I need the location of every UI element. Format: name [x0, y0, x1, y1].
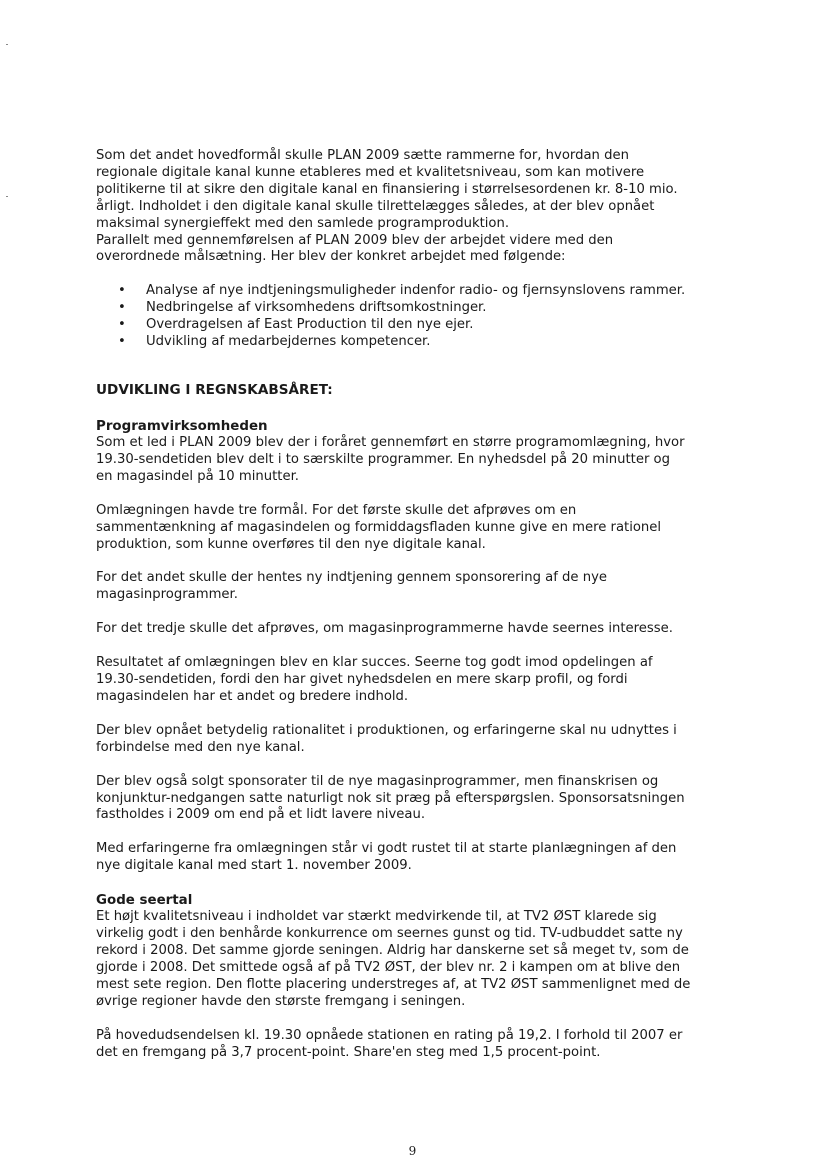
section-heading: UDVIKLING I REGNSKABSÅRET: [96, 381, 333, 398]
paragraph: Der blev også solgt sponsorater til de nye magasinprogrammer, men finanskrisen og konjunktur-nedgangen satte naturligt nok sit præg på efterspørgslen. Sponsorsatsningen fastholdes i 2009 om end på et lidt lavere niveau. [96, 773, 685, 823]
spacer [96, 638, 736, 655]
bullet-icon: • [118, 283, 126, 299]
paragraph: Resultatet af omlægningen blev en klar succes. Seerne tog godt imod opdelingen af 19.30-sendetiden, fordi den har givet nyhedsdelen en mere skarp profil, og fordi magasindelen har et andet og bredere indhold. [96, 655, 653, 704]
spacer [96, 875, 736, 892]
intro-paragraph: Som det andet hovedformål skulle PLAN 2009 sætte rammerne for, hvordan den regionale digitale kanal kunne etableres med et kvalitetsniveau, som kan motivere politikerne til at sikre den digitale kanal en finansiering i størrelsesordenen kr. 8-10 mio. årligt. Indholdet i den digitale kanal skulle tilrettelægges således, at der blev opnået maksimal synergieffekt med den samlede programproduktion. Parallelt med gennemførelsen af PLAN 2009 blev der arbejdet videre med den overordnede målsætning. Her blev der konkret arbejdet med følgende: [96, 148, 678, 265]
scan-margin-mark [6, 196, 8, 197]
spacer [96, 553, 736, 570]
spacer [96, 486, 736, 503]
spacer [96, 706, 736, 723]
list-item-text: Udvikling af medarbejdernes kompetencer. [146, 334, 431, 350]
scan-margin-mark [6, 44, 8, 45]
paragraph: Med erfaringerne fra omlægningen står vi godt rustet til at starte planlægningen af den nye digitale kanal med start 1. november 2009. [96, 841, 677, 874]
list-item-text: Nedbringelse af virksomhedens driftsomkostninger. [146, 300, 487, 316]
spacer [96, 757, 736, 774]
document-page [96, 148, 736, 1061]
spacer [96, 266, 736, 283]
bullet-icon: • [118, 317, 126, 333]
list-item-text: Overdragelsen af East Production til den nye ejer. [146, 317, 474, 333]
task-list [96, 283, 736, 351]
spacer [96, 824, 736, 841]
list-item [96, 334, 736, 351]
spacer [96, 1011, 736, 1028]
paragraph: Der blev opnået betydelig rationalitet i produktionen, og erfaringerne skal nu udnyttes i forbindelse med den nye kanal. [96, 722, 677, 755]
bullet-icon: • [118, 334, 126, 350]
paragraph: På hovedudsendelsen kl. 19.30 opnåede stationen en rating på 19,2. I forhold til 2007 er det en fremgang på 3,7 procent-point. Share'en steg med 1,5 procent-point. [96, 1027, 683, 1060]
list-item [96, 300, 736, 317]
list-item [96, 317, 736, 334]
paragraph: For det andet skulle der hentes ny indtjening gennem sponsorering af de nye magasinprogrammer. [96, 570, 608, 603]
spacer [96, 351, 736, 381]
paragraph: Et højt kvalitetsniveau i indholdet var stærkt medvirkende til, at TV2 ØST klarede sig virkelig godt i den benhårde konkurrence om seernes gunst og tid. TV-udbuddet satte ny rekord i 2008. Det samme gjorde seningen. Aldrig har danskerne set så meget tv, som de gjorde i 2008. Det smittede også af på TV2 ØST, der blev nr. 2 i kampen om at blive den mest sete region. Den flotte placering understreges af, at TV2 ØST sammenlignet med de øvrige regioner havde den største fremgang i seningen. [96, 909, 691, 1009]
paragraph: For det tredje skulle det afprøves, om magasinprogrammerne havde seernes interesse. [96, 621, 673, 637]
bullet-icon: • [118, 300, 126, 316]
subheading-programvirksomheden: Programvirksomheden [96, 418, 268, 434]
page-number: 9 [408, 1144, 417, 1158]
spacer [96, 604, 736, 621]
list-item-text: Analyse af nye indtjeningsmuligheder indenfor radio- og fjernsynslovens rammer. [146, 283, 686, 299]
spacer [96, 399, 736, 418]
subheading-gode-seertal: Gode seertal [96, 893, 193, 909]
paragraph: Som et led i PLAN 2009 blev der i foråret gennemført en større programomlægning, hvor 19.30-sendetiden blev delt i to særskilte programmer. En nyhedsdel på 20 minutter og en magasindel på 10 minutter. [96, 434, 685, 484]
paragraph: Omlægningen havde tre formål. For det første skulle det afprøves om en sammentænkning af magasindelen og formiddagsfladen kunne give en mere rationel produktion, som kunne overføres til den nye digitale kanal. [96, 502, 662, 552]
list-item [96, 283, 736, 300]
